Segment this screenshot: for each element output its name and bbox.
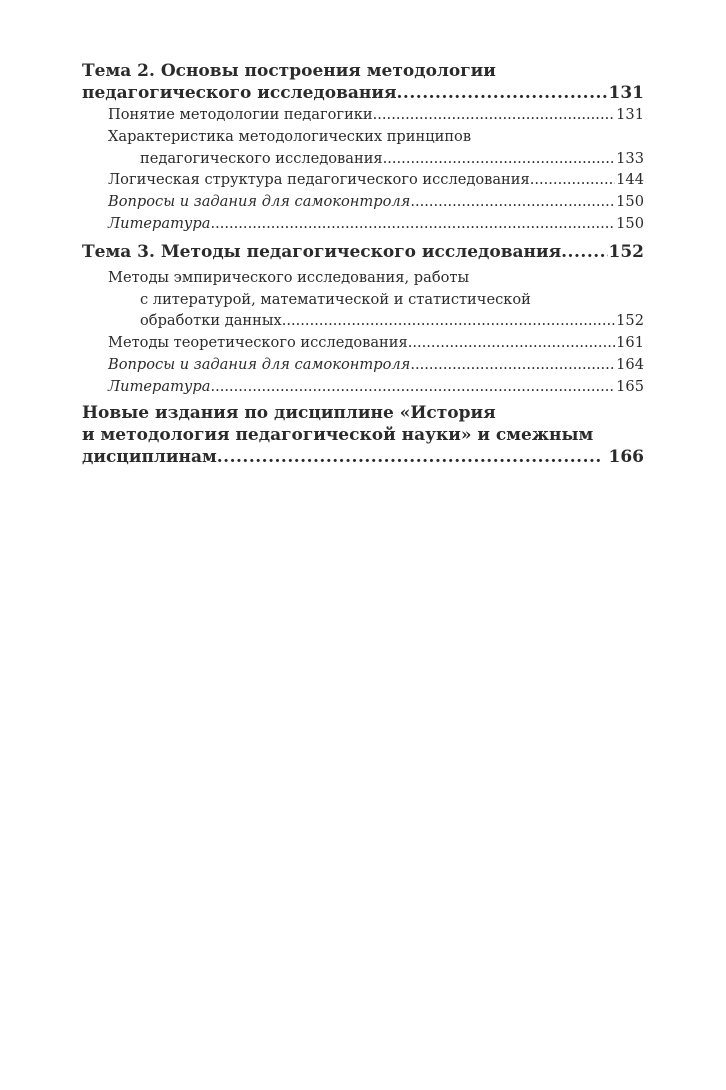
dot-leader xyxy=(282,310,615,332)
toc-item[interactable] xyxy=(108,126,644,170)
page-number: 131 xyxy=(608,83,644,103)
table-of-contents xyxy=(82,60,644,468)
toc-item-title-cont: педагогического исследования xyxy=(140,149,383,167)
dot-leader xyxy=(210,213,615,235)
page-number: 166 xyxy=(608,446,644,467)
toc-item[interactable] xyxy=(108,332,644,354)
dot-leader xyxy=(373,104,616,126)
toc-item-title-cont: обработки данных xyxy=(140,312,282,330)
dot-leader xyxy=(210,376,615,398)
toc-item-title: Литература xyxy=(108,214,211,232)
toc-item-title: Литература xyxy=(108,377,211,395)
toc-item-title-cont: с литературой, математической и статистической xyxy=(140,290,531,308)
toc-item-title: Характеристика методологических принципов xyxy=(108,127,472,145)
toc-chapter-topic3[interactable] xyxy=(82,241,644,263)
toc-item-title: Понятие методологии педагогики xyxy=(108,106,373,123)
toc-chapter-title-line: дисциплинам xyxy=(82,446,217,467)
toc-chapter-title-line: Новые издания по дисциплине «История xyxy=(82,402,496,423)
page-number: 150 xyxy=(616,214,644,232)
toc-item[interactable] xyxy=(108,376,644,398)
toc-item-title: Логическая структура педагогического исследования xyxy=(108,171,530,189)
page-number: 150 xyxy=(616,193,644,211)
dot-leader xyxy=(397,82,608,104)
page-number: 164 xyxy=(616,355,644,373)
page-number: 152 xyxy=(616,312,644,330)
dot-leader xyxy=(410,191,615,213)
toc-chapter-topic2[interactable] xyxy=(82,60,644,104)
toc-item[interactable] xyxy=(108,191,644,213)
toc-chapter-title-line: Тема 3. Методы педагогического исследования xyxy=(82,241,562,262)
toc-chapter-title-line: педагогического исследования xyxy=(82,83,397,103)
toc-chapter-title-line: и методология педагогической науки» и смежным xyxy=(82,424,594,445)
toc-item-title: Вопросы и задания для самоконтроля xyxy=(108,355,411,373)
page-number: 144 xyxy=(616,171,644,189)
page-number: 131 xyxy=(616,106,644,123)
dot-leader xyxy=(561,241,607,263)
dot-leader xyxy=(383,148,616,170)
page-number: 165 xyxy=(616,377,644,395)
toc-item-title: Вопросы и задания для самоконтроля xyxy=(108,193,411,211)
page-number: 161 xyxy=(616,334,644,352)
toc-item-title: Методы эмпирического исследования, работы xyxy=(108,268,470,286)
page-number: 133 xyxy=(616,149,644,167)
toc-item[interactable] xyxy=(108,267,644,332)
dot-leader xyxy=(408,332,615,354)
dot-leader xyxy=(530,169,615,191)
toc-item[interactable] xyxy=(108,169,644,191)
toc-item[interactable] xyxy=(108,104,644,126)
toc-chapter-new-editions[interactable] xyxy=(82,402,644,468)
dot-leader xyxy=(217,446,603,468)
toc-item-title: Методы теоретического исследования xyxy=(108,334,408,352)
page-number: 152 xyxy=(608,241,644,262)
toc-item[interactable] xyxy=(108,213,644,235)
toc-item[interactable] xyxy=(108,354,644,376)
toc-chapter-title-line: Тема 2. Основы построения методологии xyxy=(82,61,496,81)
dot-leader xyxy=(410,354,615,376)
